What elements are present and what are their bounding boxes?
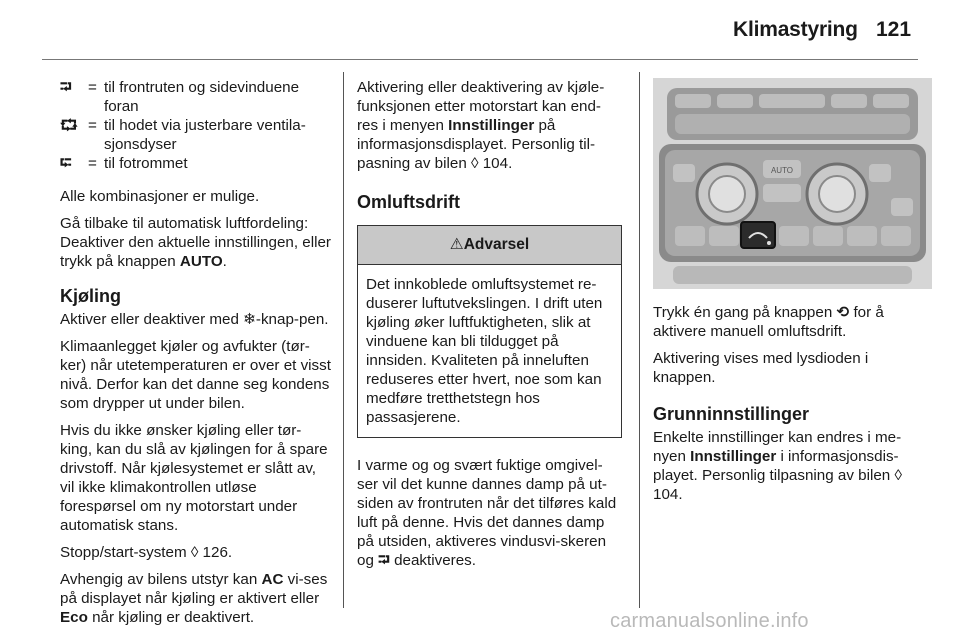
column-divider-1 [343,72,344,608]
heading-omluftsdrift: Omluftsdrift [357,192,460,212]
page-number: 121 [876,18,912,41]
left-column [60,78,332,635]
paragraph: Klimaanlegget kjøler og avfukter (tør-ker) når utetemperaturen er over et visst nivå. Derfor kan det danne seg kondens som drypper ut under bilen. [60,338,331,412]
watermark: carmanualsonline.info [610,610,809,632]
header-rule [42,59,918,60]
column-divider-2 [639,72,640,608]
foot-airflow-icon: ⮓ [60,155,72,172]
paragraph: I varme og og svært fuktige omgivel-ser vil det kunne dannes damp på ut-siden av frontruten når det tilføres kald luft på denne. Hvis det dannes damp på utsiden, aktiveres vindusvi-skeren og ⮒ deaktiveres. [357,457,617,569]
paragraph: Aktivering eller deaktivering av kjøle-funksjonen etter motorstart kan end-res i menyen Innstillinger på informasjonsdisplayet. Personlig til-pasning av bilen ◊ 104. [357,79,605,172]
right-column [653,78,921,512]
windscreen-airflow-icon: ⮒ [378,552,390,569]
paragraph: Alle kombinasjoner er mulige. [60,188,260,205]
climate-control-panel-photo [653,78,932,289]
auto-button-label: AUTO [770,166,794,175]
paragraph: Avhengig av bilens utstyr kan AC vi-ses på displayet når kjøling er aktivert eller Eco når kjøling er deaktivert. [60,571,328,626]
airflow-item-head: ⮔ = til hodet via justerbare ventila-sjonsdyser [60,117,306,153]
airflow-item-foot: ⮓ = til fotrommet [60,155,188,172]
paragraph: Aktiver eller deaktiver med ❄-knap-pen. [60,311,329,328]
warning-header: ⚠Advarsel [358,226,621,265]
paragraph: Enkelte innstillinger kan endres i me-nyen Innstillinger i informasjonsdis-playet. Personlig tilpasning av bilen ◊ 104. [653,429,902,503]
paragraph: Hvis du ikke ønsker kjøling eller tør-king, kan du slå av kjølingen for å spare drivstoff. Når kjølesystemet er slått av, vil ikke klimakontrollen utløse forespørsel om ny motorstart under automatisk stans. [60,422,328,534]
paragraph: Trykk én gang på knappen ⟲ for å aktivere manuell omluftsdrift. [653,304,884,340]
ac-snowflake-icon: ❄ [243,311,256,328]
heading-kjoling: Kjøling [60,286,121,306]
windscreen-airflow-icon: ⮒ [60,79,72,96]
page-title: Klimastyring [733,18,858,41]
recirculation-icon: ⟲ [836,304,850,321]
warning-box [357,225,622,438]
page-reference-link[interactable]: ◊ 126. [190,544,233,561]
heading-grunninnstillinger: Grunninnstillinger [653,404,809,424]
warning-icon: ⚠ [449,236,464,253]
paragraph: Aktivering vises med lysdioden i knappen. [653,350,869,386]
paragraph: Stopp/start-system ◊ 126. [60,544,233,561]
paragraph: Gå tilbake til automatisk luftfordeling: Deaktiver den aktuelle innstillingen, eller trykk på knappen AUTO. [60,215,331,270]
page-reference-link[interactable]: ◊ 104. [471,155,513,172]
middle-column [357,78,622,578]
airflow-item-windscreen: ⮒ = til frontruten og sidevinduene foran [60,79,300,115]
warning-text: Det innkoblede omluftsystemet re-duserer luftutvekslingen. I drift uten kjøling øker luftfuktigheten, slik at vinduene kan bli tildugget på innsiden. Kvaliteten på inneluften reduseres etter hvert, noe som kan medføre tretthetstegn hos passasjerene. [366,276,603,426]
page-reference-link[interactable]: ◊ 104. [653,467,902,503]
head-airflow-icon: ⮔ [60,117,78,134]
